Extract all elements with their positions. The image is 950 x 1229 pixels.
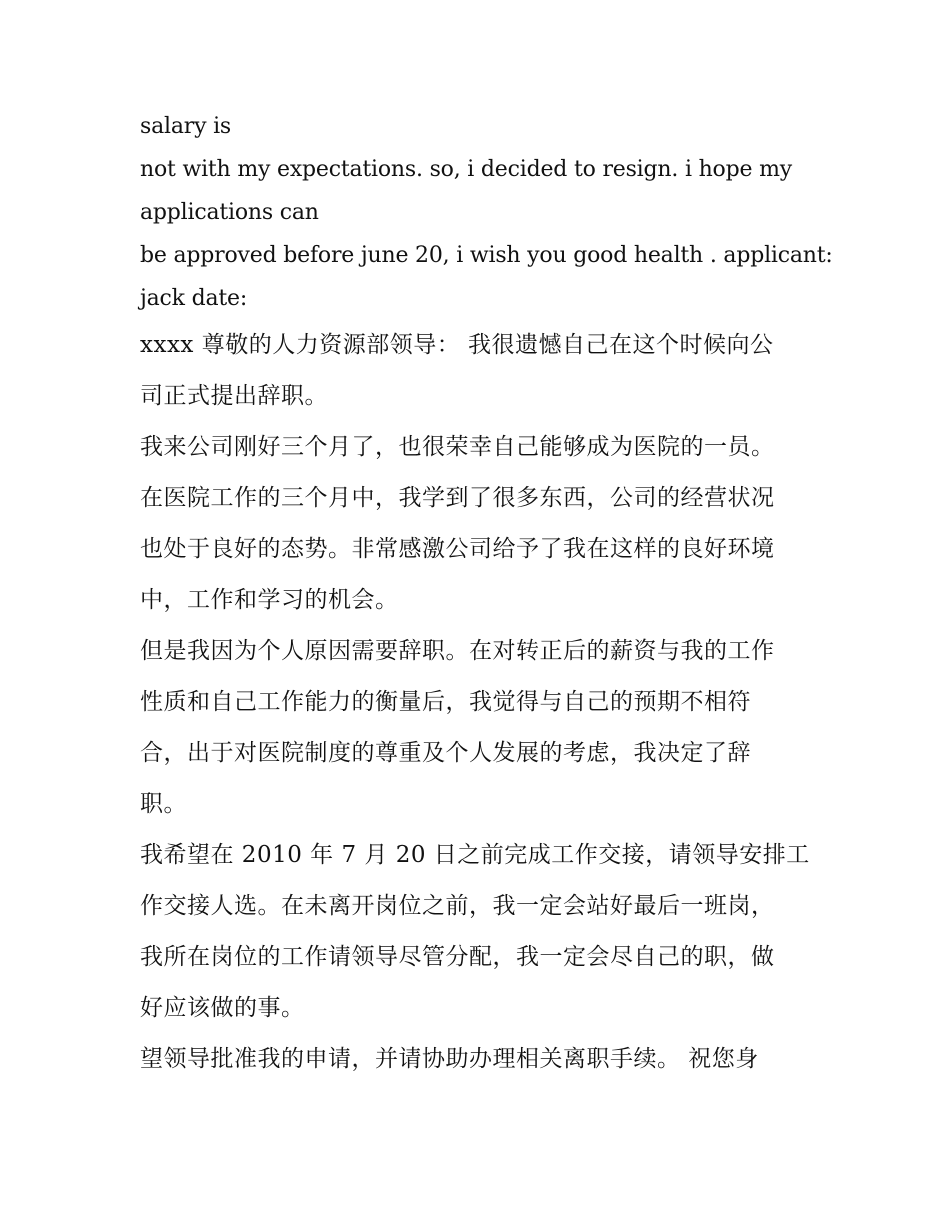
- text-line: 司正式提出辞职。: [140, 383, 328, 409]
- text-line: 职。: [140, 791, 187, 817]
- text-line: 望领导批准我的申请，并请协助办理相关离职手续。 祝您身: [140, 1046, 759, 1072]
- text-line: 也处于良好的态势。非常感激公司给予了我在这样的良好环境: [140, 536, 775, 562]
- text-line: 性质和自己工作能力的衡量后，我觉得与自己的预期不相符: [140, 689, 751, 715]
- text-line: salary is: [140, 114, 232, 139]
- letter-body: [140, 105, 833, 1085]
- text-line: xxxx 尊敬的人力资源部领导： 我很遗憾自己在这个时候向公: [140, 332, 774, 358]
- text-line: 作交接人选。在未离开岗位之前，我一定会站好最后一班岗，: [140, 893, 775, 919]
- text-line: 合，出于对医院制度的尊重及个人发展的考虑，我决定了辞: [140, 740, 751, 766]
- text-line: 我所在岗位的工作请领导尽管分配，我一定会尽自己的职，做: [140, 944, 775, 970]
- text-line: jack date:: [140, 286, 248, 311]
- text-line: applications can: [140, 200, 319, 225]
- text-line: 我希望在 2010 年 7 月 20 日之前完成工作交接，请领导安排工: [140, 842, 810, 868]
- text-line: 好应该做的事。: [140, 995, 305, 1021]
- text-line: 在医院工作的三个月中，我学到了很多东西，公司的经营状况: [140, 485, 775, 511]
- text-line: 但是我因为个人原因需要辞职。在对转正后的薪资与我的工作: [140, 638, 775, 664]
- text-line: be approved before june 20, i wish you good health . applicant:: [140, 243, 833, 268]
- text-line: 我来公司刚好三个月了，也很荣幸自己能够成为医院的一员。: [140, 434, 775, 460]
- chinese-letter: [140, 320, 820, 1085]
- text-line: 中，工作和学习的机会。: [140, 587, 399, 613]
- text-line: not with my expectations. so, i decided to resign. i hope my: [140, 157, 792, 182]
